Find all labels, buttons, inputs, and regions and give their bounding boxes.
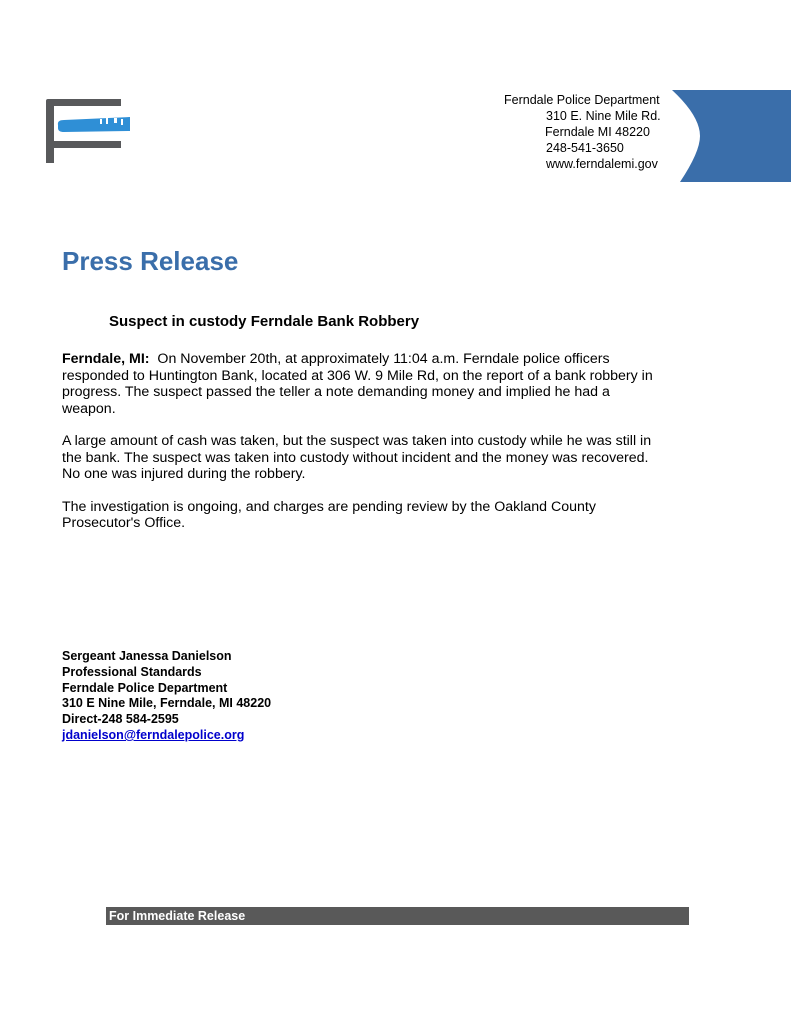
- paragraph-1: [62, 351, 662, 417]
- signature-address: 310 E Nine Mile, Ferndale, MI 48220: [62, 696, 272, 711]
- signature-department: Ferndale Police Department: [62, 680, 228, 695]
- ferndale-logo: [44, 97, 134, 167]
- signature-direct-phone: Direct-248 584-2595: [62, 712, 179, 727]
- email-link[interactable]: jdanielson@ferndalepolice.org: [62, 727, 245, 742]
- headline: Suspect in custody Ferndale Bank Robbery: [109, 313, 420, 330]
- header-website: www.ferndalemi.gov: [546, 157, 658, 171]
- dateline: Ferndale, MI:: [62, 351, 150, 367]
- signature-block: [62, 649, 271, 744]
- department-address: [500, 92, 670, 172]
- header-phone: 248-541-3650: [546, 141, 624, 155]
- page-title: Press Release: [62, 246, 239, 276]
- header-city: Ferndale MI 48220: [545, 125, 650, 139]
- header-department: Ferndale Police Department: [504, 93, 660, 107]
- immediate-release-bar: For Immediate Release: [106, 907, 689, 925]
- header-blue-tab: [672, 90, 791, 182]
- paragraph-2: A large amount of cash was taken, but the suspect was taken into custody while he was still in the bank. The suspect was taken into custody without incident and the money was recovered. No one was injured during the robbery.: [62, 433, 652, 482]
- paragraph-1-text: On November 20th, at approximately 11:04 a.m. Ferndale police officers responded to Huntington Bank, located at 306 W. 9 Mile Rd, on the report of a bank robbery in progress. The suspect passed the teller a note demanding money and implied he had a weapon.: [62, 351, 653, 417]
- paragraph-3: The investigation is ongoing, and charges are pending review by the Oakland County Prosecutor's Office.: [62, 498, 596, 531]
- press-release-body: [62, 351, 662, 548]
- header-street: 310 E. Nine Mile Rd.: [546, 109, 661, 123]
- signature-name: Sergeant Janessa Danielson: [62, 649, 232, 663]
- signature-unit: Professional Standards: [62, 664, 202, 679]
